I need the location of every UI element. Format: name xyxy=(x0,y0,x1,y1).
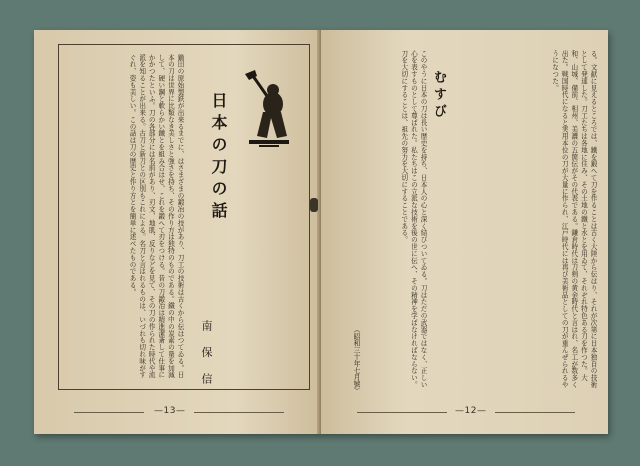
footer-rule-right xyxy=(357,412,447,413)
open-book xyxy=(34,30,608,434)
article-author: 南 保 信 xyxy=(200,320,213,390)
right-body-text-lower: このやうに日本の刀は長い歴史を持ち、日本人の心と深く結びついてゐる。刀はただの武器ではなく、正しい心を表すものとして尊ばれた。私たちはこの立派な技術を後の世に伝へ、その精神を学ばなければならない。刀を大切にすることは、祖先の努力を大切にすることである。 xyxy=(399,50,427,389)
date-note: （昭和三十年七月號） xyxy=(352,326,360,394)
right-page xyxy=(321,30,608,434)
section-heading: むすび xyxy=(431,70,446,121)
article-title: 日本の刀の話 xyxy=(209,92,228,224)
left-page-number: —13— xyxy=(154,406,186,416)
binding-clip xyxy=(310,198,318,212)
swordsmith-illustration-icon xyxy=(239,66,295,156)
right-page-number: —12— xyxy=(455,406,487,416)
left-body-text: 鋤田の原始製鉄が出来るまでに、はさまざまの鍛冶の技があり、刀工の技術は古くから伝はつてゐる。日本の刀は世界に比類なき美しさと強さを持ち、その作り方は独特のものである。鐵の中の炭素の量を加減して、硬い鋼と軟らかい鐵とを組み合はせ、これを鍛へて刃をつける。昔の刀鍛冶は精進潔斎して仕事にかかつたといふ。刀の各部分には名前があり、刃文、地肌、反りなどを見て、その刀の作られた時代や流派を知ることが出来る。古刀と新刀との区別もこれによる。名刀と言はれるものは、いづれも切れ味がすぐれ、姿も美しい。この話は刀の歴史と作り方とを簡単に述べたものである。 xyxy=(128,54,184,379)
right-body-text-upper: る。文献に見えるところでは、鐵を鍛へて刀を作ることは古く大陸から伝はり、それが次第に日本独自の技術として発達した。刀工たちは各地に住み、その土地の鐵と水とを用ゐて、それぞれ特色ある刀を作つた。大和、山城、備前、相州、美濃の五箇伝がその代表である。鎌倉時代は刀剣の黄金時代と言はれ、名工が数多く出た。戦国時代になると実用本位の刀が大量に作られ、江戸時代には再び美術品としての刀が重んぜられるやうになつた。 xyxy=(550,50,597,389)
left-page xyxy=(34,30,321,434)
footer-rule-left xyxy=(74,412,144,413)
footer-rule-left-2 xyxy=(194,412,284,413)
footer-rule-right-2 xyxy=(495,412,575,413)
